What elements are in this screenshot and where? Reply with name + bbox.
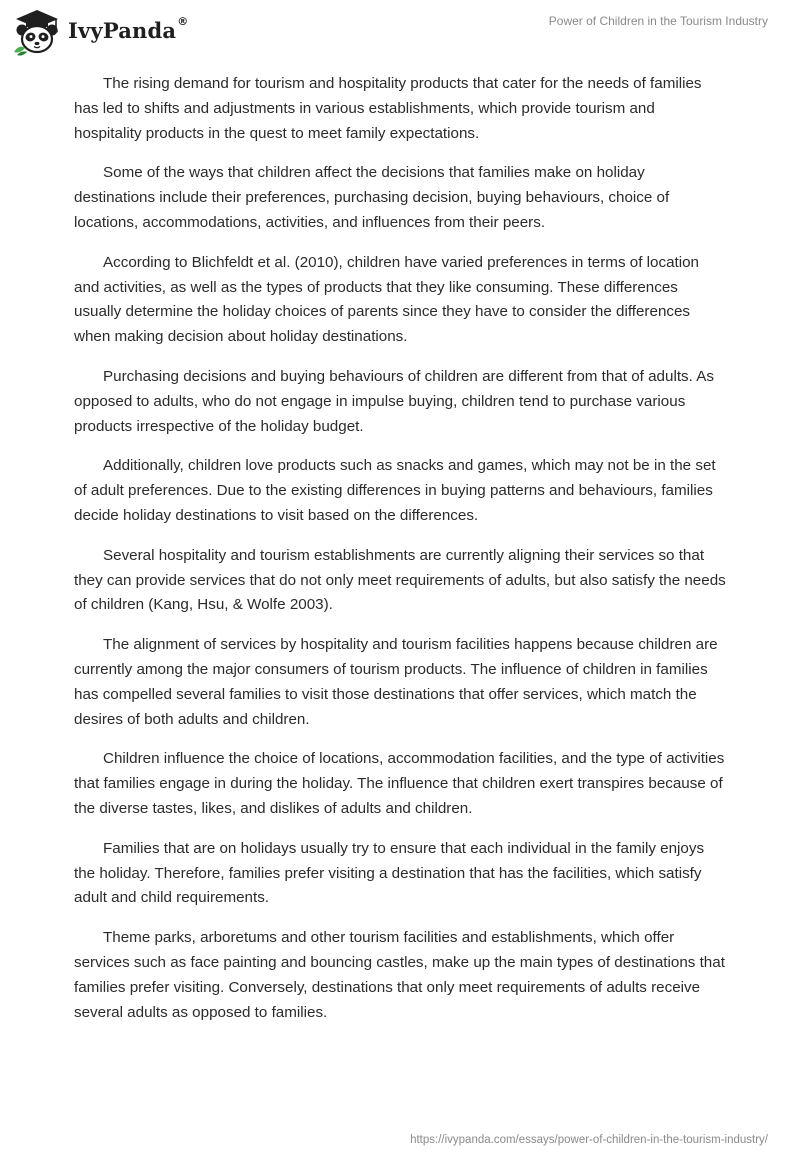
logo-wordmark [68,14,189,43]
registered-mark: ® [177,14,189,28]
paragraph: According to Blichfeldt et al. (2010), children have varied preferences in terms of location and activities, as well as the types of products that they like consuming. These differences usually determine the holiday choices of parents since they have to consider the differences when making decision about holiday destinations. [74,253,699,346]
paragraph: Some of the ways that children affect the decisions that families make on holiday destinations include their preferences, purchasing decision, buying behaviours, choice of locations, accommodations, activities, and influences from their peers. [74,164,670,231]
page-header [0,0,800,64]
paragraph: The rising demand for tourism and hospitality products that cater for the needs of families has led to shifts and adjustments in various establishments, which provide tourism and hospitality products in the quest to meet family expectations. [74,75,702,142]
paragraph: Several hospitality and tourism establishments are currently aligning their services so that they can provide services that do not only meet requirements of adults, but also satisfy the needs of children (Kang, Hsu, & Wolfe 2003). [74,546,726,614]
paragraph: The alignment of services by hospitality and tourism facilities happens because children are currently among the major consumers of tourism products. The influence of children in families has compelled several families to visit those destinations that offer services, which match the desires of both adults and children. [74,636,718,728]
running-title: Power of Children in the Tourism Industry [548,14,768,28]
paragraph: Families that are on holidays usually try to ensure that each individual in the family enjoys the holiday. Therefore, families prefer visiting a destination that has the facilities, which satisfy adult and child requirements. [74,839,705,907]
logo-text: IvyPanda [68,17,177,43]
source-url[interactable]: https://ivypanda.com/essays/power-of-children-in-the-tourism-industry/ [410,1134,768,1146]
panda-graduate-icon [12,8,62,56]
paragraph: Purchasing decisions and buying behaviours of children are different from that of adults. As opposed to adults, who do not engage in impulse buying, children tend to purchase various products irrespective of the holiday budget. [74,367,714,435]
ivypanda-logo[interactable] [12,8,188,56]
paragraph: Theme parks, arboretums and other tourism facilities and establishments, which offer services such as face painting and bouncing castles, make up the main types of destinations that families prefer visiting. Conversely, destinations that only meet requirements of adults receive several adults as opposed to families. [74,929,725,1021]
paragraph: Children influence the choice of locations, accommodation facilities, and the type of activities that families engage in during the holiday. The influence that children exert transpires because of the diverse tastes, likes, and dislikes of adults and children. [74,750,725,817]
essay-body [74,72,726,1040]
paragraph: Additionally, children love products such as snacks and games, which may not be in the set of adult preferences. Due to the existing differences in buying patterns and behaviours, families decide holiday destinations to visit based on the differences. [74,457,716,524]
